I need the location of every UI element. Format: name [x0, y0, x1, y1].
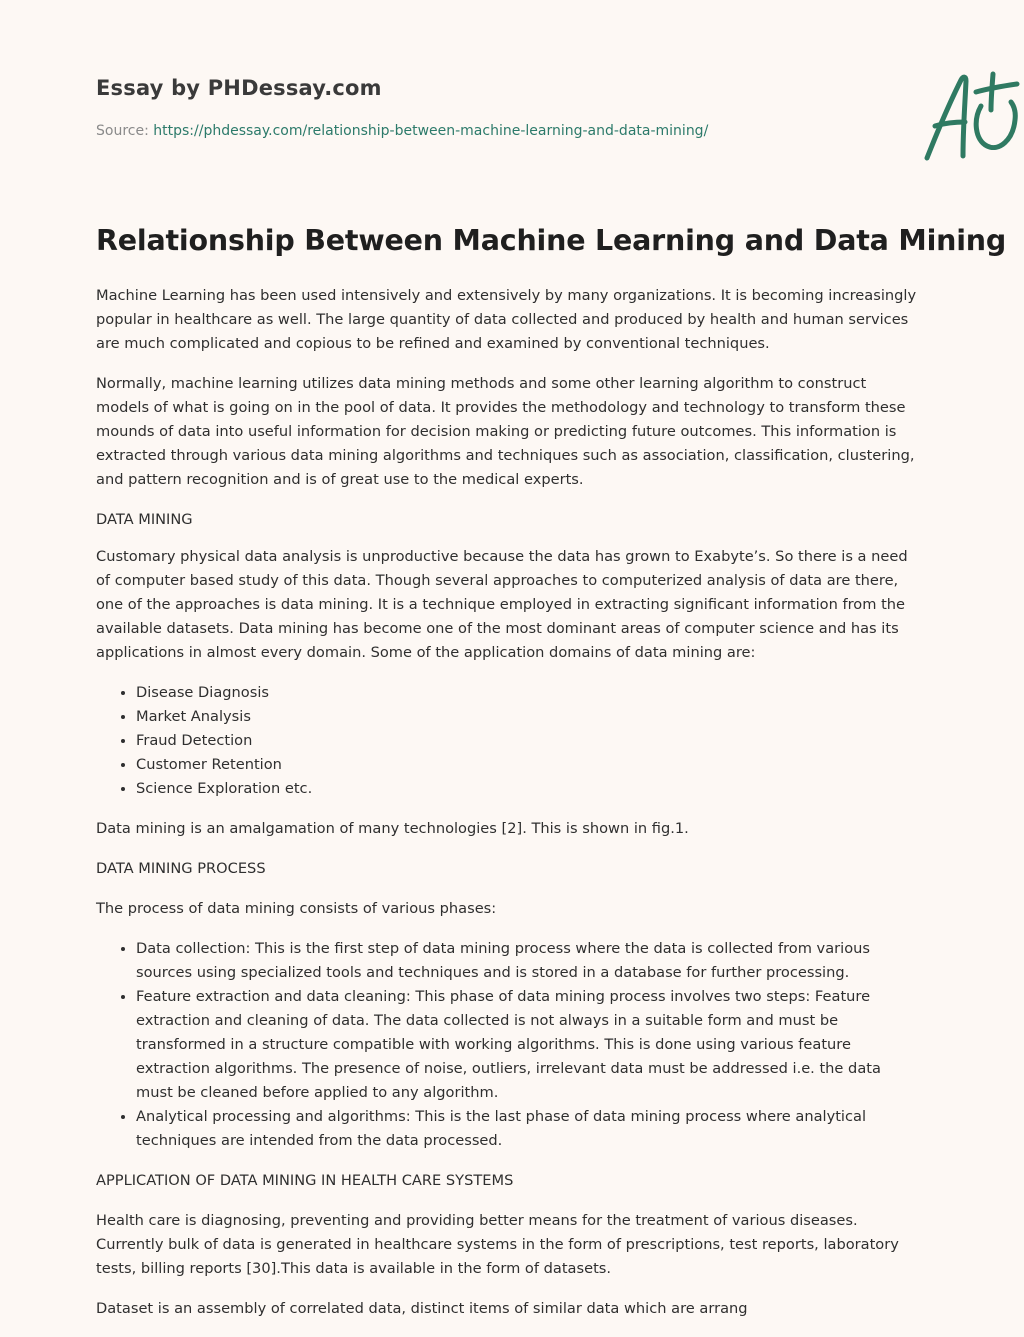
process-phases-list	[96, 937, 922, 1153]
source-line	[96, 123, 708, 139]
list-item: • Feature extraction and data cleaning: This phase of data mining process involves two steps: Feature extraction and cleaning of data. The data collected is not always in a suitable form and must be transformed in a structure compatible with working algorithms. This is done using various feature extraction algorithms. The presence of noise, outliers, irrelevant data must be addressed i.e. the data must be cleaned before applied to any algorithm.	[136, 985, 922, 1105]
list-item: • Market Analysis	[136, 705, 922, 729]
paragraph: Normally, machine learning utilizes data mining methods and some other learning algorithm to construct models of what is going on in the pool of data. It provides the methodology and technology to transform these mounds of data into useful information for decision making or predicting future outcomes. This information is extracted through various data mining algorithms and techniques such as association, classification, clustering, and pattern recognition and is of great use to the medical experts.	[96, 375, 915, 488]
source-link[interactable]: https://phdessay.com/relationship-between-machine-learning-and-data-mining/	[153, 123, 709, 139]
site-brand: Essay by PHDessay.com	[96, 76, 382, 100]
paragraph: Data mining is an amalgamation of many technologies [2]. This is shown in fig.1.	[96, 820, 689, 837]
section-heading: DATA MINING PROCESS	[96, 860, 266, 877]
application-domains-list	[96, 681, 922, 801]
list-item: • Disease Diagnosis	[136, 681, 922, 705]
list-item: • Science Exploration etc.	[136, 777, 922, 801]
a-plus-logo-icon	[921, 68, 1024, 164]
paragraph: Health care is diagnosing, preventing and providing better means for the treatment of various diseases. Currently bulk of data is generated in healthcare systems in the form of prescriptions, test reports, laboratory tests, billing reports [30].This data is available in the form of datasets.	[96, 1212, 899, 1277]
essay-title: Relationship Between Machine Learning and Data Mining	[96, 224, 1007, 257]
essay-body	[96, 284, 922, 1337]
paragraph: Customary physical data analysis is unproductive because the data has grown to Exabyte’s. So there is a need of computer based study of this data. Though several approaches to computerized analysis of data are there, one of the approaches is data mining. It is a technique employed in extracting significant information from the available datasets. Data mining has become one of the most dominant areas of computer science and has its applications in almost every domain. Some of the application domains of data mining are:	[96, 548, 908, 661]
section-heading: APPLICATION OF DATA MINING IN HEALTH CARE SYSTEMS	[96, 1172, 514, 1189]
paragraph: Machine Learning has been used intensively and extensively by many organizations. It is becoming increasingly popular in healthcare as well. The large quantity of data collected and produced by health and human services are much complicated and copious to be refined and examined by conventional techniques.	[96, 287, 917, 352]
source-label: Source:	[96, 123, 149, 139]
paragraph: The process of data mining consists of various phases:	[96, 900, 497, 917]
section-heading: DATA MINING	[96, 511, 193, 528]
paragraph: Dataset is an assembly of correlated data, distinct items of similar data which are arrang	[96, 1300, 748, 1317]
list-item: • Data collection: This is the first step of data mining process where the data is collected from various sources using specialized tools and techniques and is stored in a database for further processing.	[136, 937, 922, 985]
list-item: • Fraud Detection	[136, 729, 922, 753]
list-item: • Analytical processing and algorithms: This is the last phase of data mining process where analytical techniques are intended from the data processed.	[136, 1105, 922, 1153]
list-item: • Customer Retention	[136, 753, 922, 777]
